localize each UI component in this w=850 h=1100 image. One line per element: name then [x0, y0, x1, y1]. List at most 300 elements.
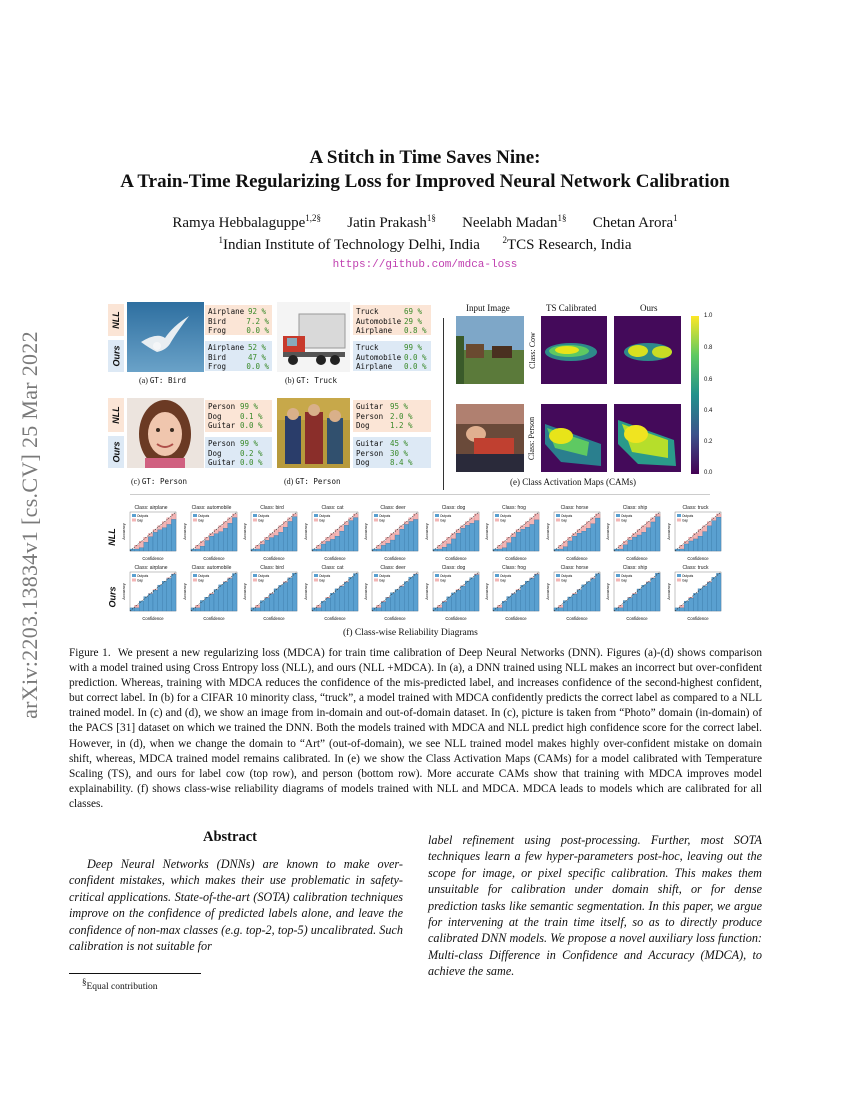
output-bar	[511, 594, 516, 611]
output-bar	[265, 598, 270, 611]
prediction-list: Person 99 % Dog 0.2 % Guitar 0.0 %	[205, 437, 272, 468]
reliability-diagram	[545, 565, 603, 623]
legend-label: Gap	[500, 518, 507, 523]
output-bar	[595, 574, 600, 611]
output-bar	[269, 538, 274, 551]
legend-swatch	[616, 579, 620, 582]
legend-label: Gap	[560, 518, 567, 523]
truck-image	[277, 302, 350, 372]
cam-row-title: Class: Cow	[527, 331, 537, 369]
output-bar	[232, 518, 237, 551]
gap-bar	[651, 518, 656, 522]
output-bar	[269, 594, 274, 611]
output-bar	[330, 593, 335, 611]
prediction-list: Guitar 95 % Person 2.0 % Dog 1.2 %	[353, 400, 431, 432]
gap-bar	[590, 518, 595, 524]
output-bar	[395, 589, 400, 611]
output-bar	[586, 582, 591, 611]
output-bar	[498, 549, 503, 551]
output-bar	[400, 529, 405, 551]
x-axis-label: Confidence	[323, 616, 346, 621]
output-bar	[325, 541, 330, 551]
legend-swatch	[314, 574, 318, 577]
y-axis-label: Accuracy	[121, 583, 126, 600]
reliability-diagram	[666, 505, 724, 563]
output-bar	[460, 528, 465, 551]
reliability-row-label-ours: Ours	[107, 586, 118, 608]
figure-caption: Figure 1. We present a new regularizing loss (MDCA) for train time calibration of Deep Neural Networks (DNN). Figures (a)-(d) shows comparison with a model trained using Cross Entropy loss (NLL), and ours (NLL +MDCA). In (a), a DNN trained using NLL makes an incorrect but over-confident prediction. Whereas, training with MDCA reduces the confidence of the mis-predicted label, and increases confidence of the second-highest confident, but correct label. In (b) for a CIFAR 10 minority class, “truck”, a model trained with MDCA confidently predicts the correct label as compared to a NLL trained model. In (c) and (d), we show an image from in-domain and out-of-domain dataset. In (c), picture is taken from “Photo” domain (in-domain) of the PACS [31] dataset on which we trained the DNN. Both the models trained with MDCA and NLL predict high confidence score for the correct label. However, in (d), when we change the domain to “Art” (out-of-domain), we see NLL trained model makes highly over-confident mistake on domain shift, whereas, MDCA trained model remains calibrated. In (e) we show the Class Activation Maps (CAMs) for a model calibrated with Temperature Scaling (TS), and ours for label cow (top row), and person (bottom row). More accurate CAMs show that training with MDCA improves model explainability. (f) shows class-wise reliability diagrams of models trained with NLL and MDCA. MDCA leads to models which are calibrated for all classes.	[69, 647, 762, 810]
x-axis-label: Confidence	[444, 616, 467, 621]
output-bar	[353, 574, 358, 611]
abstract-right-column: label refinement using post-processing. Further, most SOTA techniques learn a few hyper-parameters post-hoc, leaving out the scope for image, or pixel specific calibration. This makes them unsuitable for calibration under domain shift, or for dense prediction tasks like semantic segmentation. In this paper, we argue for intervening at the train time itself, so as to directly produce calibrated DNN models. We propose a novel auxiliary loss function: Multi-class Difference in Confidence and Accuracy (MDCA), to achieve the same.	[428, 833, 762, 979]
gap-bar	[413, 514, 418, 519]
output-bar	[214, 534, 219, 551]
output-bar	[456, 533, 461, 551]
y-axis-label: Accuracy	[363, 583, 368, 600]
y-axis-label: Accuracy	[121, 523, 126, 540]
gap-bar	[256, 605, 261, 608]
legend-label: Gap	[137, 518, 144, 523]
output-bar	[204, 597, 209, 611]
output-bar	[637, 535, 642, 551]
output-bar	[586, 528, 591, 551]
output-bar	[655, 573, 660, 611]
legend-swatch	[616, 514, 620, 517]
gap-bar	[218, 526, 223, 532]
output-bar	[688, 541, 693, 551]
colorbar-tick: 0.0	[704, 470, 713, 476]
author: Ramya Hebbalaguppe$^{1,2\S}$	[172, 213, 321, 231]
abstract-left-column: Deep Neural Networks (DNNs) are known to make over-confident mistakes, which makes their use problematic in safety-critical applications. State-of-the-art (SOTA) calibration techniques improve on the confidence of predicted labels alone, and leave the confidence of non-max classes (e.g. top-2, top-5) uncalibrated. Such calibration is not suitable for	[69, 857, 403, 954]
output-bar	[679, 549, 684, 551]
output-bar	[702, 532, 707, 551]
gap-bar	[232, 514, 237, 518]
colorbar-tick: 0.2	[704, 439, 713, 445]
legend-label: Gap	[439, 578, 446, 583]
legend-swatch	[677, 514, 681, 517]
output-bar	[227, 523, 232, 551]
gap-bar	[195, 605, 200, 608]
output-bar	[707, 526, 712, 551]
output-bar	[413, 574, 418, 611]
colorbar-tick: 0.4	[704, 408, 713, 414]
output-bar	[288, 578, 293, 611]
output-bar	[339, 586, 344, 611]
prediction-list: Truck 99 % Automobile 0.0 % Airplane 0.0 %	[353, 341, 431, 371]
legend-swatch	[616, 574, 620, 577]
output-bar	[256, 608, 261, 611]
legend-label: Gap	[258, 518, 265, 523]
figure-divider	[443, 318, 444, 490]
output-bar	[511, 537, 516, 551]
gap-bar	[525, 522, 530, 527]
gap-bar	[437, 605, 442, 608]
output-bar	[274, 536, 279, 551]
legend-swatch	[132, 574, 136, 577]
reliability-diagram	[242, 565, 300, 623]
reliability-diagram	[182, 565, 240, 623]
output-bar	[632, 594, 637, 611]
diagram-title: Class: automobile	[191, 565, 232, 571]
output-bar	[223, 528, 228, 551]
output-bar	[716, 573, 721, 611]
diagram-title: Class: horse	[560, 505, 589, 511]
y-axis-label: Accuracy	[363, 523, 368, 540]
output-bar	[395, 535, 400, 551]
diagram-title: Class: ship	[622, 565, 648, 571]
row-label-ours: Ours	[108, 436, 124, 468]
output-bar	[232, 574, 237, 611]
x-axis-label: Confidence	[444, 556, 467, 561]
abstract-heading: Abstract	[203, 829, 257, 845]
output-bar	[279, 532, 284, 551]
output-bar	[442, 547, 447, 551]
output-bar	[227, 579, 232, 611]
output-bar	[534, 520, 539, 551]
ts-cam-cow	[541, 316, 607, 384]
prediction-list: Airplane 52 % Bird 47 % Frog 0.0 %	[205, 341, 272, 371]
prediction-list: Person 99 % Dog 0.1 % Guitar 0.0 %	[205, 400, 272, 432]
x-axis-label: Confidence	[263, 556, 285, 561]
legend-swatch	[616, 519, 620, 522]
output-bar	[353, 518, 358, 551]
output-bar	[437, 549, 442, 551]
output-bar	[679, 608, 684, 611]
output-bar	[171, 574, 176, 611]
output-bar	[386, 598, 391, 611]
gap-bar	[377, 545, 382, 549]
legend-label: Outputs	[439, 573, 451, 578]
x-axis-label: Confidence	[505, 556, 527, 561]
gap-bar	[688, 537, 693, 541]
output-bar	[162, 581, 167, 611]
output-bar	[516, 590, 521, 611]
y-axis-label: Accuracy	[544, 523, 550, 540]
output-bar	[316, 608, 321, 611]
gap-bar	[707, 522, 712, 526]
gap-bar	[619, 605, 624, 608]
gap-bar	[646, 522, 651, 528]
legend-label: Gap	[681, 518, 688, 523]
footnote-rule	[69, 973, 201, 974]
gap-bar	[339, 526, 344, 531]
gap-bar	[269, 533, 274, 537]
gap-bar	[619, 545, 624, 549]
legend-label: Gap	[621, 518, 628, 523]
diagram-title: Class: ship	[622, 505, 648, 511]
gap-bar	[381, 541, 386, 545]
output-bar	[590, 524, 595, 551]
gap-bar	[595, 514, 600, 518]
legend-swatch	[253, 514, 257, 517]
legend-label: Outputs	[681, 513, 693, 518]
diagram-title: Class: horse	[560, 565, 589, 571]
legend-label: Gap	[318, 578, 325, 583]
gap-bar	[353, 514, 358, 518]
legend-swatch	[374, 519, 378, 522]
gap-bar	[469, 518, 474, 523]
legend-swatch	[374, 574, 378, 577]
prediction-list: Guitar 45 % Person 30 % Dog 8.4 %	[353, 437, 431, 468]
legend-label: Outputs	[621, 573, 633, 578]
output-bar	[507, 543, 512, 551]
legend-label: Outputs	[500, 573, 512, 578]
output-bar	[404, 582, 409, 611]
x-axis-label: Confidence	[565, 556, 588, 561]
cam-row-title: Class: Person	[527, 416, 537, 460]
output-bar	[684, 544, 689, 551]
diagram-title: Class: truck	[682, 505, 709, 511]
legend-label: Outputs	[197, 513, 209, 518]
gap-bar	[460, 526, 465, 529]
diagram-title: Class: cat	[321, 565, 344, 571]
arxiv-identifier: arXiv:2203.13834v1 [cs.CV] 25 Mar 2022	[17, 331, 42, 719]
gap-bar	[446, 537, 451, 544]
output-bar	[516, 532, 521, 551]
row-label-ours: Ours	[108, 340, 124, 372]
output-bar	[474, 521, 479, 551]
gap-bar	[400, 526, 405, 530]
legend-label: Gap	[681, 578, 688, 583]
output-bar	[590, 579, 595, 611]
legend-label: Gap	[318, 518, 325, 523]
y-axis-label: Accuracy	[181, 583, 187, 600]
y-axis-label: Accuracy	[302, 583, 308, 600]
bird-image	[127, 302, 204, 372]
output-bar	[623, 601, 628, 611]
output-bar	[218, 585, 223, 611]
output-bar	[223, 582, 228, 611]
legend-swatch	[556, 514, 560, 517]
author-list	[60, 213, 790, 232]
gap-bar	[214, 530, 219, 534]
output-bar	[642, 585, 647, 611]
y-axis-label: Accuracy	[242, 523, 247, 540]
gap-bar	[158, 526, 163, 530]
colorbar	[691, 316, 699, 474]
diagram-title: Class: frog	[502, 505, 526, 511]
output-bar	[344, 582, 349, 611]
output-bar	[139, 548, 144, 551]
legend-swatch	[495, 574, 499, 577]
legend-swatch	[374, 514, 378, 517]
output-bar	[413, 519, 418, 551]
output-bar	[442, 602, 447, 611]
colorbar-tick: 0.8	[704, 345, 713, 351]
ours-cam-person	[614, 404, 681, 472]
output-bar	[148, 537, 153, 551]
output-bar	[655, 517, 660, 551]
legend-swatch	[193, 574, 197, 577]
legend-swatch	[253, 574, 257, 577]
output-bar	[451, 539, 456, 551]
legend-swatch	[495, 579, 499, 582]
output-bar	[381, 602, 386, 611]
row-label-nll: NLL	[108, 304, 124, 336]
legend-swatch	[253, 519, 257, 522]
gap-bar	[679, 545, 684, 549]
diagram-title: Class: bird	[260, 505, 284, 511]
output-bar	[390, 593, 395, 611]
legend-label: Gap	[258, 578, 265, 583]
legend-swatch	[374, 579, 378, 582]
output-bar	[563, 547, 568, 551]
gap-bar	[195, 545, 200, 549]
gap-bar	[567, 537, 572, 541]
output-bar	[619, 608, 624, 611]
diagram-title: Class: airplane	[134, 565, 168, 571]
cow-input-image	[456, 316, 524, 384]
reliability-diagram	[605, 565, 663, 623]
affiliations: $^1$Indian Institute of Technology Delhi, India $^2$TCS Research, India	[218, 235, 632, 253]
legend-swatch	[193, 579, 197, 582]
legend-swatch	[495, 519, 499, 522]
gap-bar	[623, 541, 628, 545]
gap-bar	[456, 530, 461, 534]
legend-swatch	[314, 514, 318, 517]
legend-swatch	[132, 514, 136, 517]
output-bar	[158, 530, 163, 551]
gap-bar	[316, 605, 321, 608]
output-bar	[642, 532, 647, 551]
legend-label: Gap	[137, 578, 144, 583]
gap-bar	[442, 541, 447, 547]
output-bar	[456, 590, 461, 611]
subcaption-c: (c) GT: Person	[131, 477, 188, 486]
subcaption-a: (a) GT: Bird	[139, 376, 187, 385]
output-bar	[646, 582, 651, 611]
legend-label: Gap	[379, 518, 386, 523]
ours-cam-cow	[614, 316, 681, 384]
legend-label: Gap	[197, 578, 204, 583]
x-axis-label: Confidence	[384, 556, 406, 561]
x-axis-label: Confidence	[626, 556, 648, 561]
output-bar	[195, 549, 200, 551]
output-bar	[348, 577, 353, 611]
legend-label: Gap	[560, 578, 567, 583]
output-bar	[525, 527, 530, 551]
output-bar	[716, 517, 721, 551]
reliability-diagram	[121, 505, 179, 563]
output-bar	[386, 543, 391, 551]
gap-bar	[167, 518, 172, 525]
output-bar	[325, 598, 330, 611]
output-bar	[162, 528, 167, 551]
gap-bar	[162, 522, 167, 528]
output-bar	[498, 608, 503, 611]
legend-label: Outputs	[379, 573, 391, 578]
output-bar	[335, 589, 340, 611]
legend-label: Outputs	[258, 513, 270, 518]
diagram-title: Class: automobile	[191, 505, 232, 511]
x-axis-label: Confidence	[263, 616, 285, 621]
prediction-list: Truck 69 % Automobile 29 % Airplane 0.8 %	[353, 305, 431, 335]
output-bar	[581, 531, 586, 551]
y-axis-label: Accuracy	[544, 583, 550, 600]
output-bar	[200, 546, 205, 551]
cam-col-title: TS Calibrated	[546, 303, 597, 313]
diagram-title: Class: dog	[441, 565, 466, 571]
output-bar	[200, 601, 205, 611]
y-axis-label: Accuracy	[181, 523, 187, 540]
gap-bar	[693, 533, 698, 538]
colorbar-tick: 0.6	[704, 377, 713, 383]
output-bar	[381, 545, 386, 551]
output-bar	[339, 531, 344, 551]
output-bar	[563, 601, 568, 611]
gap-bar	[316, 545, 321, 549]
output-bar	[651, 522, 656, 551]
output-bar	[623, 545, 628, 551]
output-bar	[321, 544, 326, 551]
reliability-row-label-nll: NLL	[107, 528, 117, 546]
legend-swatch	[314, 519, 318, 522]
x-axis-label: Confidence	[505, 616, 527, 621]
person-input-image	[456, 404, 524, 472]
output-bar	[534, 574, 539, 611]
x-axis-label: Confidence	[323, 556, 346, 561]
y-axis-label: Accuracy	[665, 523, 671, 540]
output-bar	[567, 541, 572, 551]
output-bar	[167, 579, 172, 611]
output-bar	[288, 521, 293, 551]
legend-swatch	[435, 519, 439, 522]
legend-label: Outputs	[197, 573, 209, 578]
x-axis-label: Confidence	[202, 556, 225, 561]
gap-bar	[637, 530, 642, 535]
output-bar	[292, 517, 297, 551]
reliability-diagram	[303, 505, 361, 563]
gap-bar	[256, 545, 261, 549]
output-bar	[409, 577, 414, 611]
output-bar	[619, 549, 624, 551]
gap-bar	[344, 522, 349, 526]
output-bar	[465, 581, 470, 611]
output-bar	[260, 601, 265, 611]
x-axis-label: Confidence	[142, 556, 164, 561]
y-axis-label: Accuracy	[302, 523, 308, 540]
gap-bar	[274, 530, 279, 536]
gap-bar	[679, 605, 684, 608]
output-bar	[377, 549, 382, 551]
gap-bar	[534, 514, 539, 520]
output-bar	[702, 586, 707, 611]
gap-bar	[711, 518, 716, 521]
output-bar	[274, 589, 279, 611]
legend-swatch	[193, 514, 197, 517]
legend-label: Outputs	[318, 513, 330, 518]
reliability-diagram	[484, 565, 542, 623]
output-bar	[283, 583, 288, 611]
y-axis-label: Accuracy	[423, 583, 429, 600]
cam-col-title: Input Image	[466, 303, 510, 313]
x-axis-label: Confidence	[626, 616, 648, 621]
output-bar	[469, 578, 474, 611]
output-bar	[460, 586, 465, 611]
gap-bar	[386, 537, 391, 543]
x-axis-label: Confidence	[384, 616, 406, 621]
art-painting-image	[277, 398, 350, 468]
gap-bar	[377, 605, 382, 608]
code-url-link[interactable]: https://github.com/mdca-loss	[332, 259, 518, 271]
output-bar	[348, 521, 353, 551]
output-bar	[451, 593, 456, 611]
y-axis-label: Accuracy	[605, 523, 610, 540]
legend-label: Outputs	[379, 513, 391, 518]
output-bar	[279, 585, 284, 611]
legend-label: Outputs	[560, 573, 572, 578]
x-axis-label: Confidence	[142, 616, 164, 621]
